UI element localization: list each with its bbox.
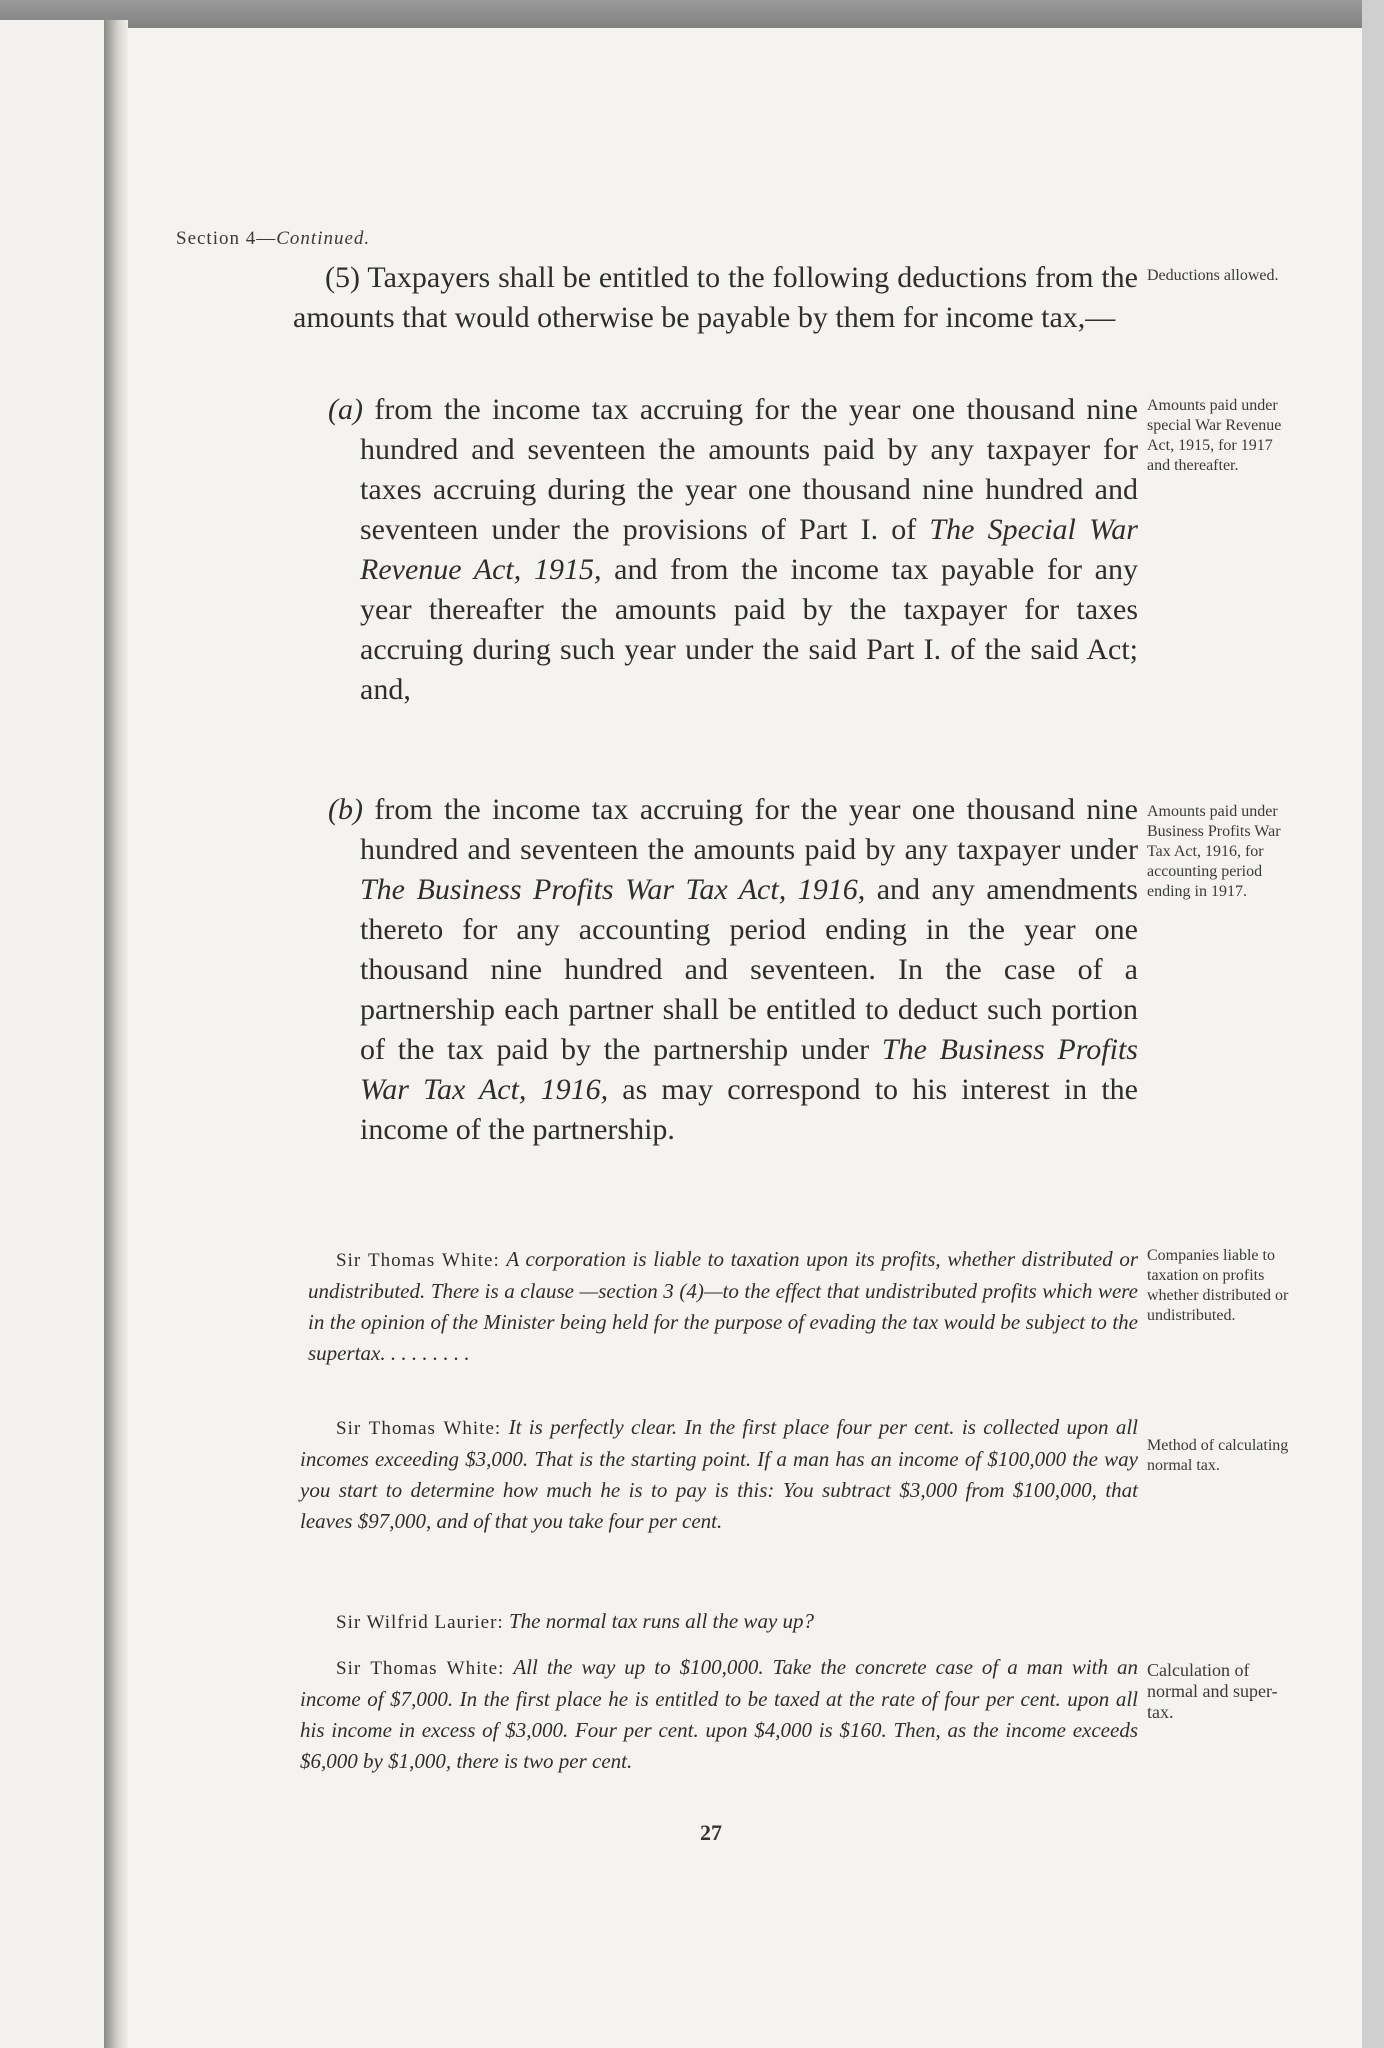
margin-note-method: Method of calculating normal tax.	[1147, 1437, 1289, 1474]
speech-text: All the way up to $100,000. Take the concrete case of a man with an income of $7,000. In the first place he is entitled to be taxed at the rate of four per cent. upon all his income in excess of $3,000. Four per cent. upon $4,000 is $160. Then, as the income exceeds $6,000 by $1,000, there is two per cent.	[300, 1655, 1138, 1773]
clause-b-act-1: The Business Profits War Tax Act, 1916,	[360, 873, 866, 906]
debate-entry-1	[308, 1244, 1138, 1369]
speech-text: A corporation is liable to taxation upon its profits, whether distributed or undistributed. There is a clause —section 3 (4)—to the effect that undistributed profits which were in the opinion of the Minister being held for the purpose of evading the tax would be subject to the supertax. . . . . . . . .	[308, 1247, 1138, 1365]
margin-note-calculation: Calculation of normal and super-tax.	[1147, 1660, 1278, 1722]
margin-note-deductions: Deductions allowed.	[1147, 267, 1279, 284]
margin-note-companies: Companies liable to taxation on profits whether distributed or undistributed.	[1147, 1247, 1289, 1324]
debate-entry-2	[300, 1412, 1138, 1537]
speaker-name: Sir Thomas White:	[336, 1658, 505, 1679]
clause-b-text-2: and any amendments thereto for any accounting period ending in the year one thousand nine hundred and seventeen. In the case of a partnership each partner shall be entitled to deduct such portion of the tax paid by the partnership under	[360, 873, 1138, 1066]
clause-b-act-2: The Business Profits War Tax Act, 1916,	[360, 1033, 1138, 1106]
debate-entry-3	[300, 1606, 1138, 1638]
clause-b-label: (b)	[328, 793, 363, 826]
paragraph-5-text: (5) Taxpayers shall be entitled to the following deductions from the amounts that would otherwise be payable by them for income tax,—	[293, 261, 1138, 334]
page-number: 27	[700, 1820, 722, 1845]
margin-note-business-profits: Amounts paid under Business Profits War Tax Act, 1916, for accounting period ending in 1917.	[1147, 803, 1281, 900]
speaker-name: Sir Thomas White:	[336, 1418, 502, 1439]
speaker-name: Sir Wilfrid Laurier:	[336, 1612, 504, 1633]
clause-a-text-1: from the income tax accruing for the year one thousand nine hundred and seventeen the amounts paid by any taxpayer for taxes accruing during the year one thousand nine hundred and seventeen under the provisions of Part I. of	[360, 393, 1138, 546]
section-label: Section 4—	[176, 228, 277, 249]
speaker-name: Sir Thomas White:	[336, 1250, 500, 1271]
clause-b-text-3: as may correspond to his interest in the income of the partnership.	[360, 1073, 1138, 1146]
clause-a-label: (a)	[328, 393, 363, 426]
speech-text: The normal tax runs all the way up?	[508, 1609, 815, 1633]
clause-b	[328, 790, 1138, 1150]
debate-entry-4	[300, 1652, 1138, 1777]
clause-a-text-2: and from the income tax payable for any year thereafter the amounts paid by the taxpayer for taxes accruing during such year under the said Part I. of the said Act; and,	[360, 553, 1138, 706]
scan-right-edge	[1362, 0, 1384, 2048]
section-continued: Continued.	[276, 228, 371, 249]
margin-note-special-war: Amounts paid under special War Revenue Act, 1915, for 1917 and thereafter.	[1147, 397, 1282, 474]
clause-a-act: The Special War Revenue Act, 1915,	[360, 513, 1138, 586]
facing-page-edge	[0, 20, 112, 2048]
book-gutter	[104, 20, 128, 2048]
clause-a	[328, 390, 1138, 710]
section-header	[176, 228, 370, 250]
clause-b-text-1: from the income tax accruing for the year one thousand nine hundred and seventeen the amounts paid by any taxpayer under	[360, 793, 1138, 866]
paragraph-5	[293, 258, 1138, 338]
speech-text: It is perfectly clear. In the first place four per cent. is collected upon all incomes exceeding $3,000. That is the starting point. If a man has an income of $100,000 the way you start to determine how much he is to pay is this: You subtract $3,000 from $100,000, that leaves $97,000, and of that you take four per cent.	[300, 1415, 1139, 1533]
